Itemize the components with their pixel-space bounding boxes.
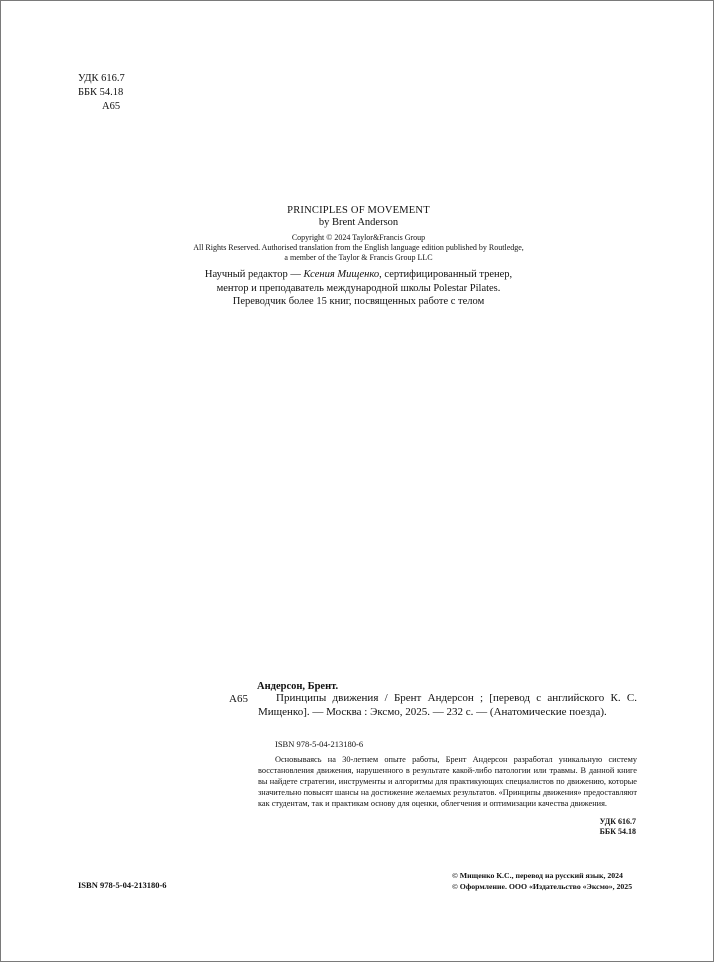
editor-name: Ксения Мищенко [303, 269, 380, 280]
editor-line-3: Переводчик более 15 книг, посвященных работе с телом [232, 296, 485, 307]
catalog-isbn: ISBN 978-5-04-213180-6 [275, 739, 364, 749]
footer-copyright [452, 871, 632, 892]
bbk-code: ББК 54.18 [78, 87, 124, 98]
catalog-description [258, 691, 637, 719]
copyright-line: Copyright © 2024 Taylor&Francis Group [291, 233, 426, 242]
catalog-author-sign: А65 [229, 693, 248, 705]
copyright-line: a member of the Taylor & Francis Group LLC [284, 253, 433, 262]
classification-codes-top [78, 72, 125, 114]
editor-line-2: ментор и преподаватель международной школы Polestar Pilates. [216, 282, 501, 294]
udc-code: УДК 616.7 [78, 73, 125, 84]
classification-codes-bottom [561, 817, 636, 837]
copyright-line: All Rights Reserved. Authorised translation from the English language edition published by Routledge, [193, 243, 524, 252]
bbk-code-bottom: ББК 54.18 [599, 827, 636, 836]
book-annotation [258, 754, 637, 809]
catalog-description-text: Принципы движения / Брент Андерсон ; [перевод с английского К. С. Мищенко]. — Москва : Эксмо, 2025. — 232 с. — (Анатомические поезда). [258, 692, 637, 718]
design-copyright: © Оформление. ООО «Издательство «Эксмо», 2025 [452, 881, 633, 891]
author-sign: А65 [102, 101, 121, 112]
original-author: by Brent Anderson [318, 217, 399, 228]
footer-isbn: ISBN 978-5-04-213180-6 [78, 880, 167, 890]
original-copyright [121, 233, 596, 263]
annotation-text: Основываясь на 30-летнем опыте работы, Брент Андерсон разработал уникальную систему восстановления движения, нарушенного в результате какой-либо патологии или травмы. В данной книге вы найдете стратегии, инструменты и алгоритмы для практикующих специалистов по движению, которые значительно повысят шансы на достижение желаемых результатов. «Принципы движения» предоставляют как студентам, так и практикам основу для оценки, облегчения и оптимизации качества движения. [258, 755, 637, 808]
scientific-editor-note [121, 268, 596, 309]
original-title: PRINCIPLES OF MOVEMENT [287, 205, 430, 216]
editor-line-1 [121, 268, 596, 282]
udc-code-bottom: УДК 616.7 [599, 817, 636, 826]
translation-copyright: © Мищенко К.С., перевод на русский язык, 2024 [452, 871, 623, 880]
editor-line-1-rest: , сертифицированный тренер, [379, 269, 513, 280]
catalog-author-heading: Андерсон, Брент. [257, 681, 339, 692]
editor-prefix: Научный редактор — [204, 269, 304, 280]
